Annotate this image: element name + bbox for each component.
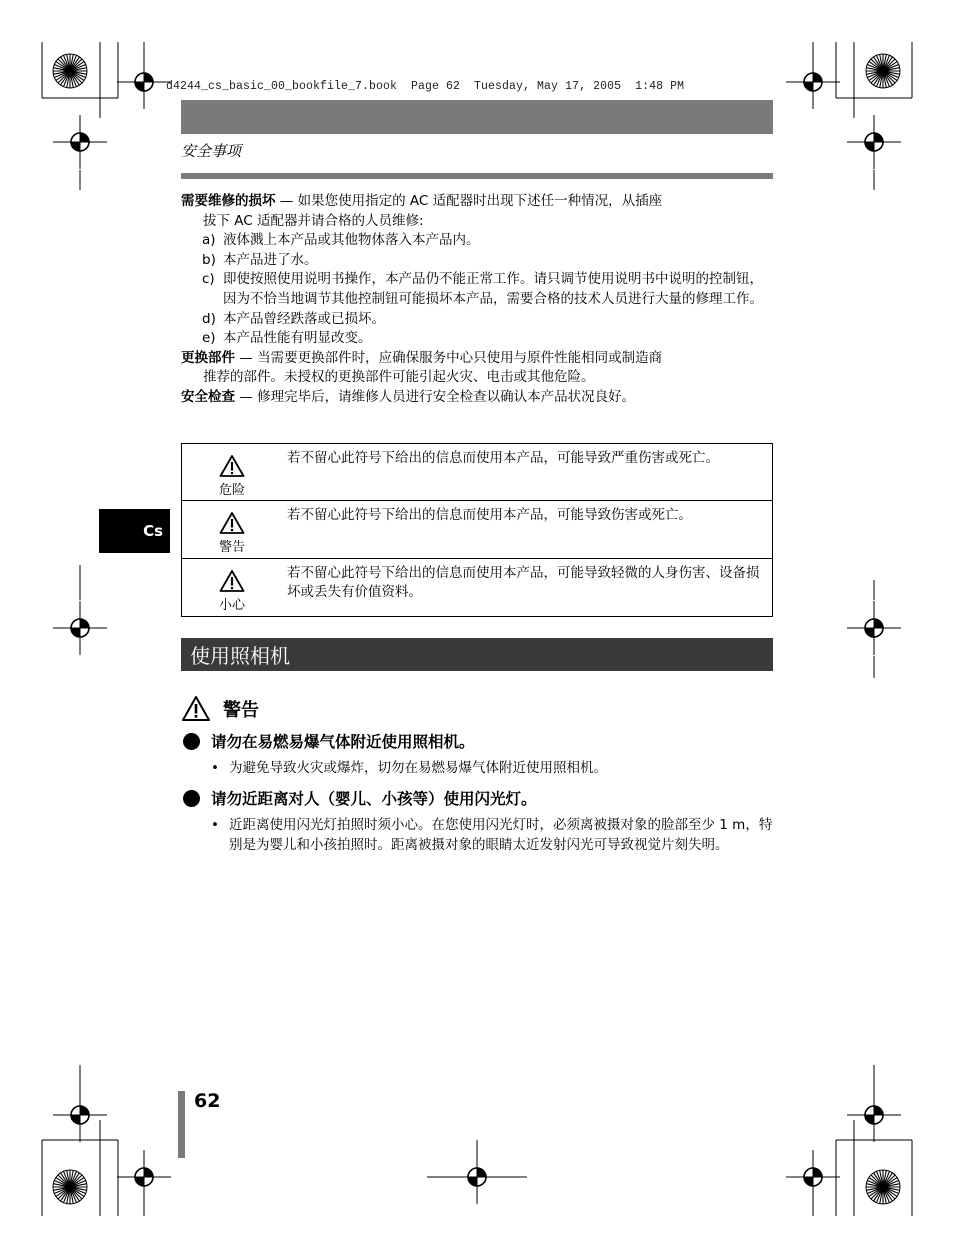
replace-paragraph xyxy=(181,349,773,369)
bullet-heading-text: 请勿近距离对人（婴儿、小孩等）使用闪光灯。 xyxy=(211,790,537,808)
list-marker: b) xyxy=(202,251,216,268)
list-marker: c) xyxy=(202,271,215,288)
warning-triangle-icon xyxy=(181,695,211,722)
symbol-cell xyxy=(182,444,282,500)
list-text: 本产品性能有明显改变。 xyxy=(223,330,372,347)
header-bar xyxy=(181,100,773,134)
bullet-sub xyxy=(211,759,773,779)
bullet-heading xyxy=(183,787,537,809)
symbol-description: 若不留心此符号下给出的信息而使用本产品，可能导致伤害或死亡。 xyxy=(287,507,692,523)
page-number: 62 xyxy=(194,1090,221,1112)
symbol-description: 若不留心此符号下给出的信息而使用本产品，可能导致轻微的人身伤害、设备损坏或丢失有价值资料。 xyxy=(287,565,760,600)
repair-dash: — xyxy=(275,193,298,209)
language-tab: Cs xyxy=(99,509,170,553)
bullet-heading-text: 请勿在易燃易爆气体附近使用照相机。 xyxy=(211,733,475,751)
symbol-label: 警告 xyxy=(218,540,245,555)
list-item xyxy=(181,329,773,349)
symbol-cell xyxy=(182,501,282,558)
warning-triangle-icon xyxy=(219,569,245,593)
use-camera-title: 使用照相机 xyxy=(181,638,773,671)
symbol-table xyxy=(181,443,773,617)
bullet-sub xyxy=(211,816,773,855)
list-item xyxy=(181,310,773,330)
bullet-dot-icon xyxy=(183,733,200,750)
list-item xyxy=(181,251,773,271)
sub-bullet-marker: • xyxy=(211,817,219,833)
warning-title: 警告 xyxy=(223,699,259,721)
bullet-heading xyxy=(183,730,475,752)
symbol-row-caution xyxy=(181,559,773,617)
list-text: 液体溅上本产品或其他物体落入本产品内。 xyxy=(223,232,480,249)
check-lead: 安全检查 xyxy=(181,388,235,405)
repair-line2: 拔下 AC 适配器并请合格的人员维修: xyxy=(203,212,424,229)
check-dash: — xyxy=(235,388,258,405)
maintenance-text xyxy=(181,192,773,408)
repair-lead: 需要维修的损坏 xyxy=(181,193,276,209)
symbol-label: 危险 xyxy=(218,483,245,498)
repair-paragraph xyxy=(181,192,773,212)
symbol-cell xyxy=(182,559,282,616)
list-text: 本产品曾经跌落或已损坏。 xyxy=(223,310,385,327)
warning-triangle-icon xyxy=(219,454,245,478)
replace-line2: 推荐的部件。未授权的更换部件可能引起火灾、电击或其他危险。 xyxy=(203,369,595,386)
warning-triangle-icon xyxy=(219,511,245,535)
check-paragraph xyxy=(181,388,773,408)
replace-line1: 当需要更换部件时，应确保服务中心只使用与原件性能相同或制造商 xyxy=(257,349,663,366)
list-item xyxy=(181,270,773,309)
symbol-row-danger xyxy=(181,443,773,501)
check-text: 修理完毕后，请维修人员进行安全检查以确认本产品状况良好。 xyxy=(257,388,636,405)
file-header: d4244_cs_basic_00_bookfile_7.book Page 62 Tuesday, May 17, 2005 1:48 PM xyxy=(166,80,685,93)
section-divider xyxy=(181,173,773,179)
replace-lead: 更换部件 xyxy=(181,349,235,366)
list-marker: e) xyxy=(202,330,216,347)
bullet-sub-text: 为避免导致火灾或爆炸，切勿在易燃易爆气体附近使用照相机。 xyxy=(229,760,607,776)
bullet-dot-icon xyxy=(183,790,200,807)
section-title: 安全事项 xyxy=(181,142,242,160)
repair-line1: 如果您使用指定的 AC 适配器时出现下述任一种情况，从插座 xyxy=(297,193,663,209)
symbol-description: 若不留心此符号下给出的信息而使用本产品，可能导致严重伤害或死亡。 xyxy=(287,450,719,466)
sub-bullet-marker: • xyxy=(211,760,219,776)
list-text: 即使按照使用说明书操作，本产品仍不能正常工作。请只调节使用说明书中说明的控制钮，因为不恰当地调节其他控制钮可能损坏本产品，需要合格的技术人员进行大量的修理工作。 xyxy=(223,271,763,307)
bullet-sub-text: 近距离使用闪光灯拍照时须小心。在您使用闪光灯时，必须离被摄对象的脸部至少 1 m，特别是为婴儿和小孩拍照时。距离被摄对象的眼睛太近发射闪光可导致视觉片刻失明。 xyxy=(229,817,773,853)
list-marker: a) xyxy=(202,232,216,249)
symbol-label: 小心 xyxy=(218,598,245,613)
page-number-bar xyxy=(178,1091,185,1158)
list-text: 本产品进了水。 xyxy=(223,251,318,268)
warning-heading xyxy=(181,695,259,722)
list-marker: d) xyxy=(202,310,216,327)
replace-dash: — xyxy=(235,349,258,366)
list-item xyxy=(181,231,773,251)
symbol-row-warning xyxy=(181,501,773,559)
